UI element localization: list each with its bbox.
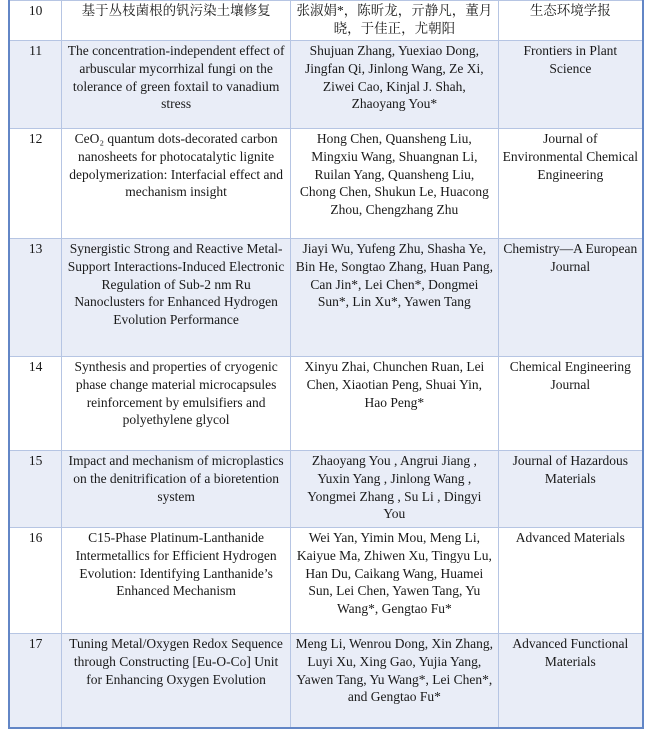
table-row (9, 357, 643, 451)
journal-name: 生态环境学报 (498, 1, 643, 41)
paper-authors: Wei Yan, Yimin Mou, Meng Li, Kaiyue Ma, Zhiwen Xu, Tingyu Lu, Han Du, Caikang Wang, Huamei Sun, Lei Chen, Yawen Tang, Yu Wang*, Gengtao Fu* (291, 528, 499, 634)
paper-authors: Shujuan Zhang, Yuexiao Dong, Jingfan Qi, Jinlong Wang, Ze Xi, Ziwei Cao, Kinjal J. Shah, Zhaoyang You* (291, 41, 499, 129)
table-row (9, 451, 643, 528)
row-number: 13 (9, 239, 62, 357)
paper-title: 基于丛枝菌根的钒污染土壤修复 (62, 1, 291, 41)
row-number: 10 (9, 1, 62, 41)
row-number: 17 (9, 634, 62, 728)
paper-authors: 张淑娟*，陈昕龙，亓静凡，董月晓，于佳正，尤朝阳 (291, 1, 499, 41)
paper-title: Synthesis and properties of cryogenic phase change material microcapsules reinforcement by emulsifiers and polyethylene glycol (62, 357, 291, 451)
table-row (9, 41, 643, 129)
journal-name: Journal of Environmental Chemical Engineering (498, 129, 643, 239)
table-row (9, 634, 643, 728)
row-number: 16 (9, 528, 62, 634)
row-number: 14 (9, 357, 62, 451)
table-row (9, 239, 643, 357)
paper-authors: Hong Chen, Quansheng Liu, Mingxiu Wang, Shuangnan Li, Ruilan Yang, Quansheng Liu, Chong Chen, Shukun Le, Huacong Zhou, Chengzhang Zhu (291, 129, 499, 239)
table-row (9, 129, 643, 239)
journal-name: Advanced Functional Materials (498, 634, 643, 728)
publications-table (8, 0, 644, 729)
paper-title: The concentration-independent effect of arbuscular mycorrhizal fungi on the tolerance of green foxtail to vanadium stress (62, 41, 291, 129)
publications-table-container (8, 0, 644, 729)
journal-name: Advanced Materials (498, 528, 643, 634)
paper-title: Impact and mechanism of microplastics on the denitrification of a bioretention system (62, 451, 291, 528)
paper-title: C15-Phase Platinum-Lanthanide Intermetallics for Efficient Hydrogen Evolution: Identifying Lanthanide’s Enhanced Mechanism (62, 528, 291, 634)
paper-title: CeO₂ quantum dots-decorated carbon nanosheets for photocatalytic lignite depolymerization: Interfacial effect and mechanism insight (62, 129, 291, 239)
journal-name: Journal of Hazardous Materials (498, 451, 643, 528)
journal-name: Chemistry—A European Journal (498, 239, 643, 357)
table-row (9, 1, 643, 41)
row-number: 11 (9, 41, 62, 129)
paper-authors: Zhaoyang You , Angrui Jiang , Yuxin Yang , Jinlong Wang , Yongmei Zhang , Su Li , Dingyi You (291, 451, 499, 528)
paper-title: Synergistic Strong and Reactive Metal-Support Interactions-Induced Electronic Regulation of Sub-2 nm Ru Nanoclusters for Enhanced Hydrogen Evolution Performance (62, 239, 291, 357)
row-number: 15 (9, 451, 62, 528)
table-row (9, 528, 643, 634)
paper-title: Tuning Metal/Oxygen Redox Sequence through Constructing [Eu-O-Co] Unit for Enhancing Oxygen Evolution (62, 634, 291, 728)
publications-table-body (9, 1, 643, 728)
paper-authors: Jiayi Wu, Yufeng Zhu, Shasha Ye, Bin He, Songtao Zhang, Huan Pang, Can Jin*, Lei Chen*, Dongmei Sun*, Lin Xu*, Yawen Tang (291, 239, 499, 357)
paper-authors: Xinyu Zhai, Chunchen Ruan, Lei Chen, Xiaotian Peng, Shuai Yin, Hao Peng* (291, 357, 499, 451)
journal-name: Chemical Engineering Journal (498, 357, 643, 451)
paper-authors: Meng Li, Wenrou Dong, Xin Zhang, Luyi Xu, Xing Gao, Yujia Yang, Yawen Tang, Yu Wang*, Lei Chen*, and Gengtao Fu* (291, 634, 499, 728)
row-number: 12 (9, 129, 62, 239)
journal-name: Frontiers in Plant Science (498, 41, 643, 129)
